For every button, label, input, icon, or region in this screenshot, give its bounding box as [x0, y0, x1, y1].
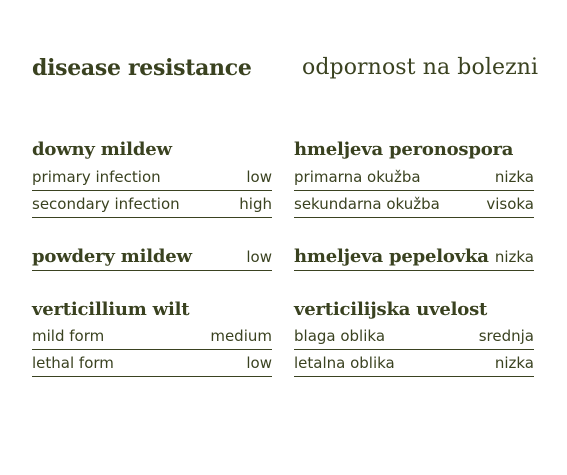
- powdery-mildew-row: [32, 242, 272, 271]
- powdery-mildew-heading: powdery mildew: [32, 246, 192, 267]
- slovenian-title: odpornost na bolezni: [302, 55, 539, 80]
- row-value: nizka: [494, 354, 534, 372]
- primarna-okuzba-row: [294, 165, 534, 191]
- row-label: sekundarna okužba: [294, 195, 440, 213]
- sekundarna-okuzba-row: [294, 192, 534, 218]
- row-value: visoka: [486, 195, 534, 213]
- row-value: nizka: [494, 248, 534, 266]
- downy-mildew-heading: downy mildew: [32, 139, 172, 160]
- mild-form-row: [32, 324, 272, 350]
- letalna-oblika-row: [294, 351, 534, 377]
- hmeljeva-pepelovka-row: [294, 242, 534, 271]
- row-label: mild form: [32, 327, 105, 345]
- row-label: primarna okužba: [294, 168, 421, 186]
- hmeljeva-peronospora-heading: hmeljeva peronospora: [294, 139, 514, 160]
- row-label: blaga oblika: [294, 327, 386, 345]
- row-value: high: [239, 195, 272, 213]
- verticilijska-uvelost-heading: verticilijska uvelost: [294, 299, 488, 320]
- row-value: low: [246, 248, 272, 266]
- row-value: nizka: [494, 168, 534, 186]
- row-label: primary infection: [32, 168, 161, 186]
- hmeljeva-pepelovka-heading: hmeljeva pepelovka: [294, 246, 489, 267]
- secondary-infection-row: [32, 192, 272, 218]
- row-value: low: [246, 354, 272, 372]
- blaga-oblika-row: [294, 324, 534, 350]
- lethal-form-row: [32, 351, 272, 377]
- primary-infection-row: [32, 165, 272, 191]
- row-value: srednja: [478, 327, 534, 345]
- verticillium-wilt-heading: verticillium wilt: [32, 299, 190, 320]
- row-label: secondary infection: [32, 195, 180, 213]
- row-value: medium: [210, 327, 272, 345]
- english-title: disease resistance: [32, 55, 252, 81]
- row-label: lethal form: [32, 354, 114, 372]
- row-label: letalna oblika: [294, 354, 395, 372]
- row-value: low: [246, 168, 272, 186]
